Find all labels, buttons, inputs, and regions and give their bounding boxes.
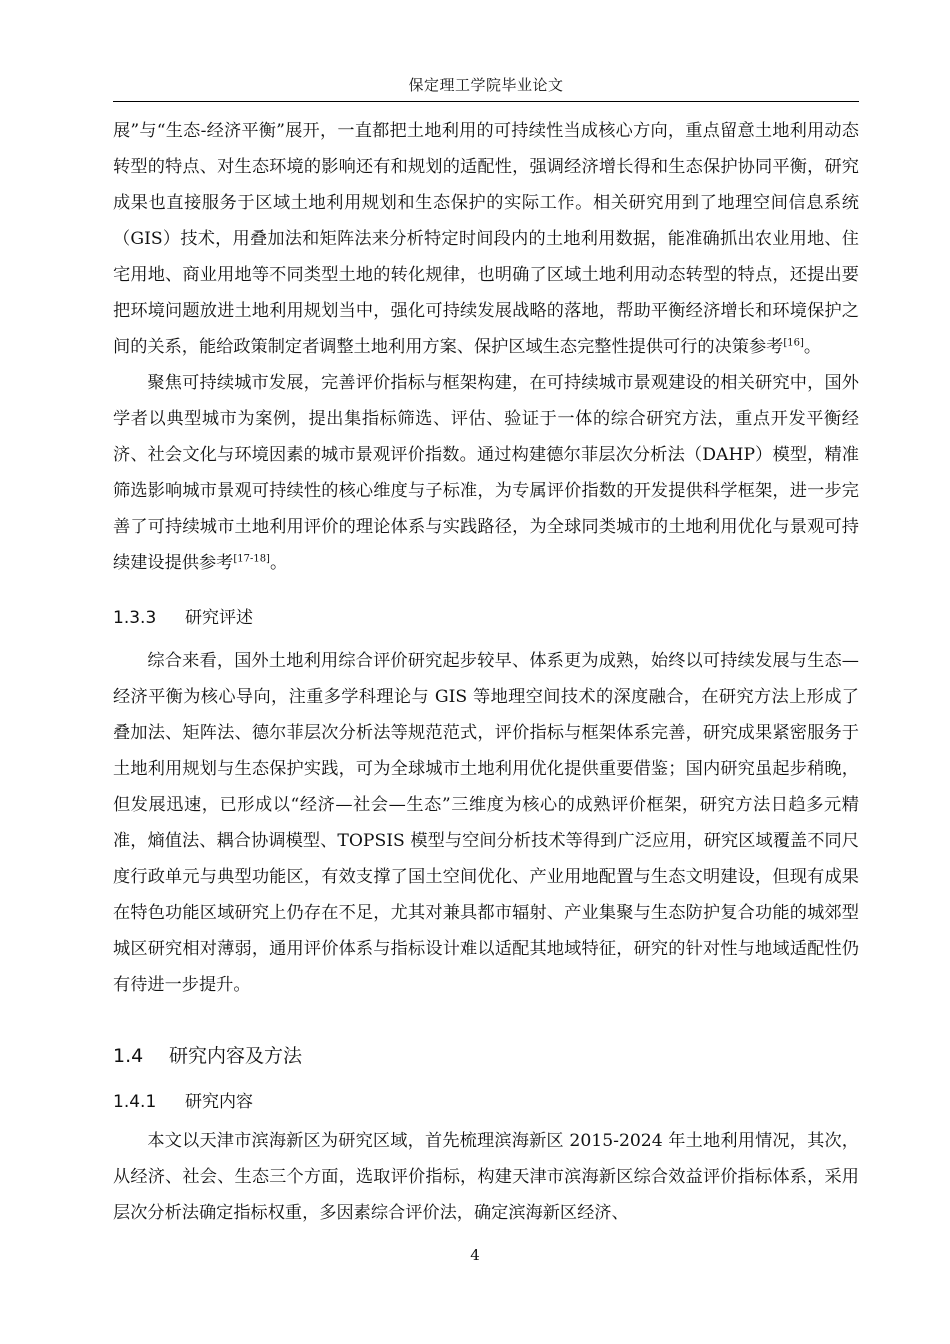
page-body — [113, 113, 859, 1231]
paragraph-2 — [113, 365, 859, 581]
paragraph-1-text: 展”与“生态-经济平衡”展开，一直都把土地利用的可持续性当成核心方向，重点留意土地利用动态转型的特点、对生态环境的影响还有和规划的适配性，强调经济增长得和生态保护协同平衡，研究成果也直接服务于区域土地利用规划和生态保护的实际工作。相关研究用到了地理空间信息系统（GIS）技术，用叠加法和矩阵法来分析特定时间段内的土地利用数据，能准确抓出农业用地、住宅用地、商业用地等不同类型土地的转化规律，也明确了区域土地利用动态转型的特点，还提出要把环境问题放进土地利用规划当中，强化可持续发展战略的落地，帮助平衡经济增长和环境保护之间的关系，能给政策制定者调整土地利用方案、保护区域生态完整性提供可行的决策参考 — [113, 121, 859, 357]
paragraph-3-text: 综合来看，国外土地利用综合评价研究起步较早、体系更为成熟，始终以可持续发展与生态—经济平衡为核心导向，注重多学科理论与 GIS 等地理空间技术的深度融合，在研究方法上形成了叠加法、矩阵法、德尔菲层次分析法等规范范式，评价指标与框架体系完善，研究成果紧密服务于土地利用规划与生态保护实践，可为全球城市土地利用优化提供重要借鉴；国内研究虽起步稍晚，但发展迅速，已形成以“经济—社会—生态”三维度为核心的成熟评价框架，研究方法日趋多元精准，熵值法、耦合协调模型、TOPSIS 模型与空间分析技术等得到广泛应用，研究区域覆盖不同尺度行政单元与典型功能区，有效支撑了国土空间优化、产业用地配置与生态文明建设，但现有成果在特色功能区域研究上仍存在不足，尤其对兼具都市辐射、产业集聚与生态防护复合功能的城郊型城区研究相对薄弱，通用评价体系与指标设计难以适配其地域特征，研究的针对性与地域适配性仍有待进一步提升。 — [113, 651, 859, 995]
paragraph-2-end: 。 — [269, 553, 288, 573]
section-heading-1-4 — [113, 1041, 859, 1071]
citation-17-18: [17-18] — [233, 553, 270, 565]
section-title: 研究内容及方法 — [169, 1045, 303, 1067]
page-header: 保定理工学院毕业论文 — [408, 76, 564, 94]
section-number: 1.4 — [113, 1045, 144, 1067]
section-title: 研究内容 — [185, 1092, 253, 1112]
section-number: 1.3.3 — [113, 608, 157, 628]
citation-16: [16] — [783, 337, 804, 349]
paragraph-1-end: 。 — [803, 337, 822, 357]
paragraph-4 — [113, 1123, 859, 1231]
paragraph-4-text: 本文以天津市滨海新区为研究区域，首先梳理滨海新区 2015-2024 年土地利用情况，其次，从经济、社会、生态三个方面，选取评价指标，构建天津市滨海新区综合效益评价指标体系，采用层次分析法确定指标权重，多因素综合评价法，确定滨海新区经济、 — [113, 1131, 859, 1223]
section-number: 1.4.1 — [113, 1092, 157, 1112]
section-title: 研究评述 — [185, 608, 253, 628]
paragraph-3 — [113, 643, 859, 1003]
section-heading-1-3-3 — [113, 603, 859, 633]
section-heading-1-4-1 — [113, 1087, 859, 1117]
paragraph-2-text: 聚焦可持续城市发展，完善评价指标与框架构建，在可持续城市景观建设的相关研究中，国外学者以典型城市为案例，提出集指标筛选、评估、验证于一体的综合研究方法，重点开发平衡经济、社会文化与环境因素的城市景观评价指数。通过构建德尔菲层次分析法（DAHP）模型，精准筛选影响城市景观可持续性的核心维度与子标准，为专属评价指数的开发提供科学框架，进一步完善了可持续城市土地利用评价的理论体系与实践路径，为全球同类城市的土地利用优化与景观可持续建设提供参考 — [113, 373, 859, 573]
header-rule — [113, 101, 859, 102]
page-number: 4 — [470, 1246, 480, 1264]
paragraph-1 — [113, 113, 859, 365]
